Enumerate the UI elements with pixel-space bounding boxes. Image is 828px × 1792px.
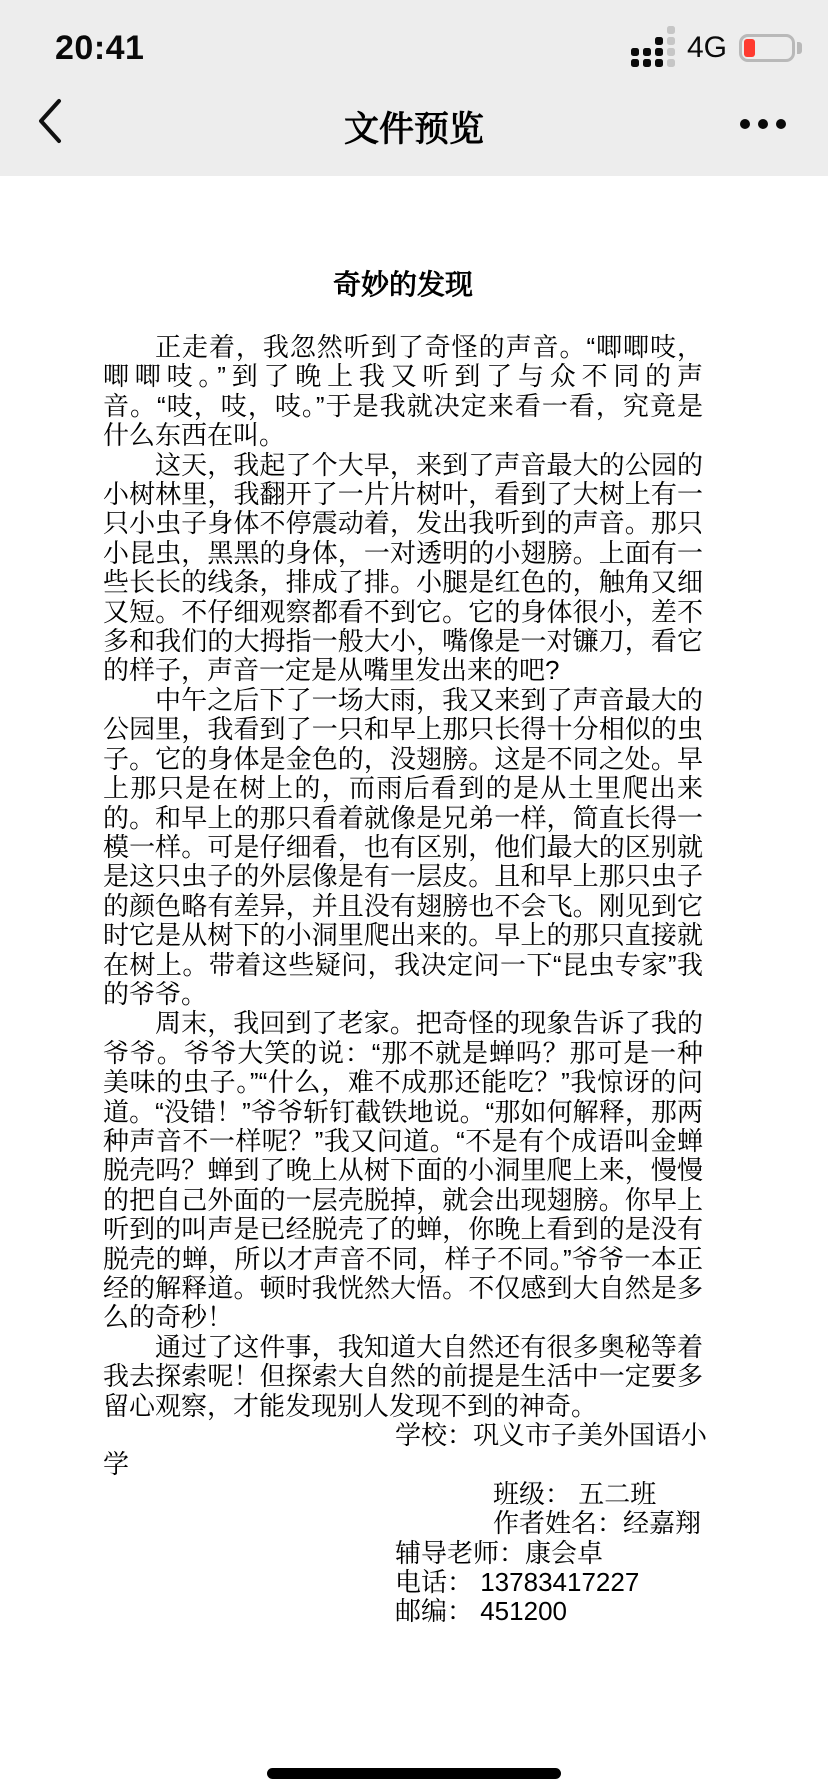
home-indicator[interactable] xyxy=(267,1768,561,1779)
header xyxy=(0,0,828,176)
paragraph: 中午之后下了一场大雨，我又来到了声音最大的公园里，我看到了一只和早上那只长得十分相似的虫子。它的身体是金色的，没翅膀。这是不同之处。早上那只是在树上的，而雨后看到的是从土里爬出来的。和早上的那只看着就像是兄弟一样，简直长得一模一样。可是仔细看，也有区别，他们最大的区别就是这只虫子的外层像是有一层皮。且和早上那只虫子的颜色略有差异，并且没有翅膀也不会飞。刚见到它时它是从树下的小洞里爬出来的。早上的那只直接就在树上。带着这些疑问，我决定问一下“昆虫专家”我的爷爷。 xyxy=(103,684,703,1009)
paragraph: 这天，我起了个大早，来到了声音最大的公园的小树林里，我翻开了一片片树叶，看到了大树上有一只小虫子身体不停震动着，发出我听到的声音。那只小昆虫，黑黑的身体，一对透明的小翅膀。上面有一些长长的线条，排成了排。小腿是红色的，触角又细又短。不仔细观察都看不到它。它的身体很小，差不多和我们的大拇指一般大小，嘴像是一对镰刀，看它的样子，声音一定是从嘴里发出来的吧? xyxy=(103,449,703,686)
signature-line: 学校：巩义市子美外国语小 xyxy=(395,1420,708,1451)
essay-signature-block xyxy=(103,1420,708,1627)
signature-line: 辅导老师：康会卓 xyxy=(395,1537,604,1568)
network-type-label: 4G xyxy=(686,31,727,64)
signature-line: 电话： 13783417227 xyxy=(395,1567,640,1598)
paragraph: 周末，我回到了老家。把奇怪的现象告诉了我的爷爷。爷爷大笑的说：“那不就是蝉吗？那可是一种美味的虫子。”“什么，难不成那还能吃？”我惊讶的问道。“没错！”爷爷斩钉截铁地说。“那如何解释，那两种声音不一样呢？”我又问道。“不是有个成语叫金蝉脱壳吗？蝉到了晚上从树下面的小洞里爬上来，慢慢的把自己外面的一层壳脱掉，就会出现翅膀。你早上听到的叫声是已经脱壳了的蝉，你晚上看到的是没有脱壳的蝉，所以才声音不同，样子不同。”爷爷一本正经的解释道。顿时我恍然大悟。不仅感到大自然是多么的奇秒！ xyxy=(103,1008,703,1333)
cellular-signal-icon xyxy=(631,29,675,67)
battery-icon xyxy=(739,34,802,62)
document-page xyxy=(103,269,708,1627)
signature-line: 作者姓名：经嘉翔 xyxy=(493,1508,702,1539)
status-icons xyxy=(631,29,802,67)
nav-bar xyxy=(0,78,828,176)
essay-body xyxy=(103,333,703,1421)
essay-title: 奇妙的发现 xyxy=(332,269,473,300)
back-button[interactable] xyxy=(24,88,76,158)
paragraph: 通过了这件事，我知道大自然还有很多奥秘等着我去探索呢！但探索大自然的前提是生活中一定要多留心观察，才能发现别人发现不到的神奇。 xyxy=(103,1331,703,1421)
signature-line: 学 xyxy=(103,1449,130,1480)
chevron-left-icon xyxy=(37,98,63,149)
status-bar xyxy=(0,0,828,78)
file-preview-area[interactable] xyxy=(0,176,828,1792)
signature-line: 邮编： 451200 xyxy=(395,1596,567,1627)
page-title: 文件预览 xyxy=(343,110,484,149)
signature-line: 班级： 五二班 xyxy=(493,1478,657,1509)
status-time: 20:41 xyxy=(55,28,145,67)
paragraph: 正走着，我忽然听到了奇怪的声音。“唧唧吱，唧唧吱。”到了晚上我又听到了与众不同的声音。“吱，吱，吱。”于是我就决定来看一看，究竟是什么东西在叫。 xyxy=(103,332,703,451)
more-options-button[interactable] xyxy=(730,102,796,146)
ellipsis-icon xyxy=(740,119,750,129)
